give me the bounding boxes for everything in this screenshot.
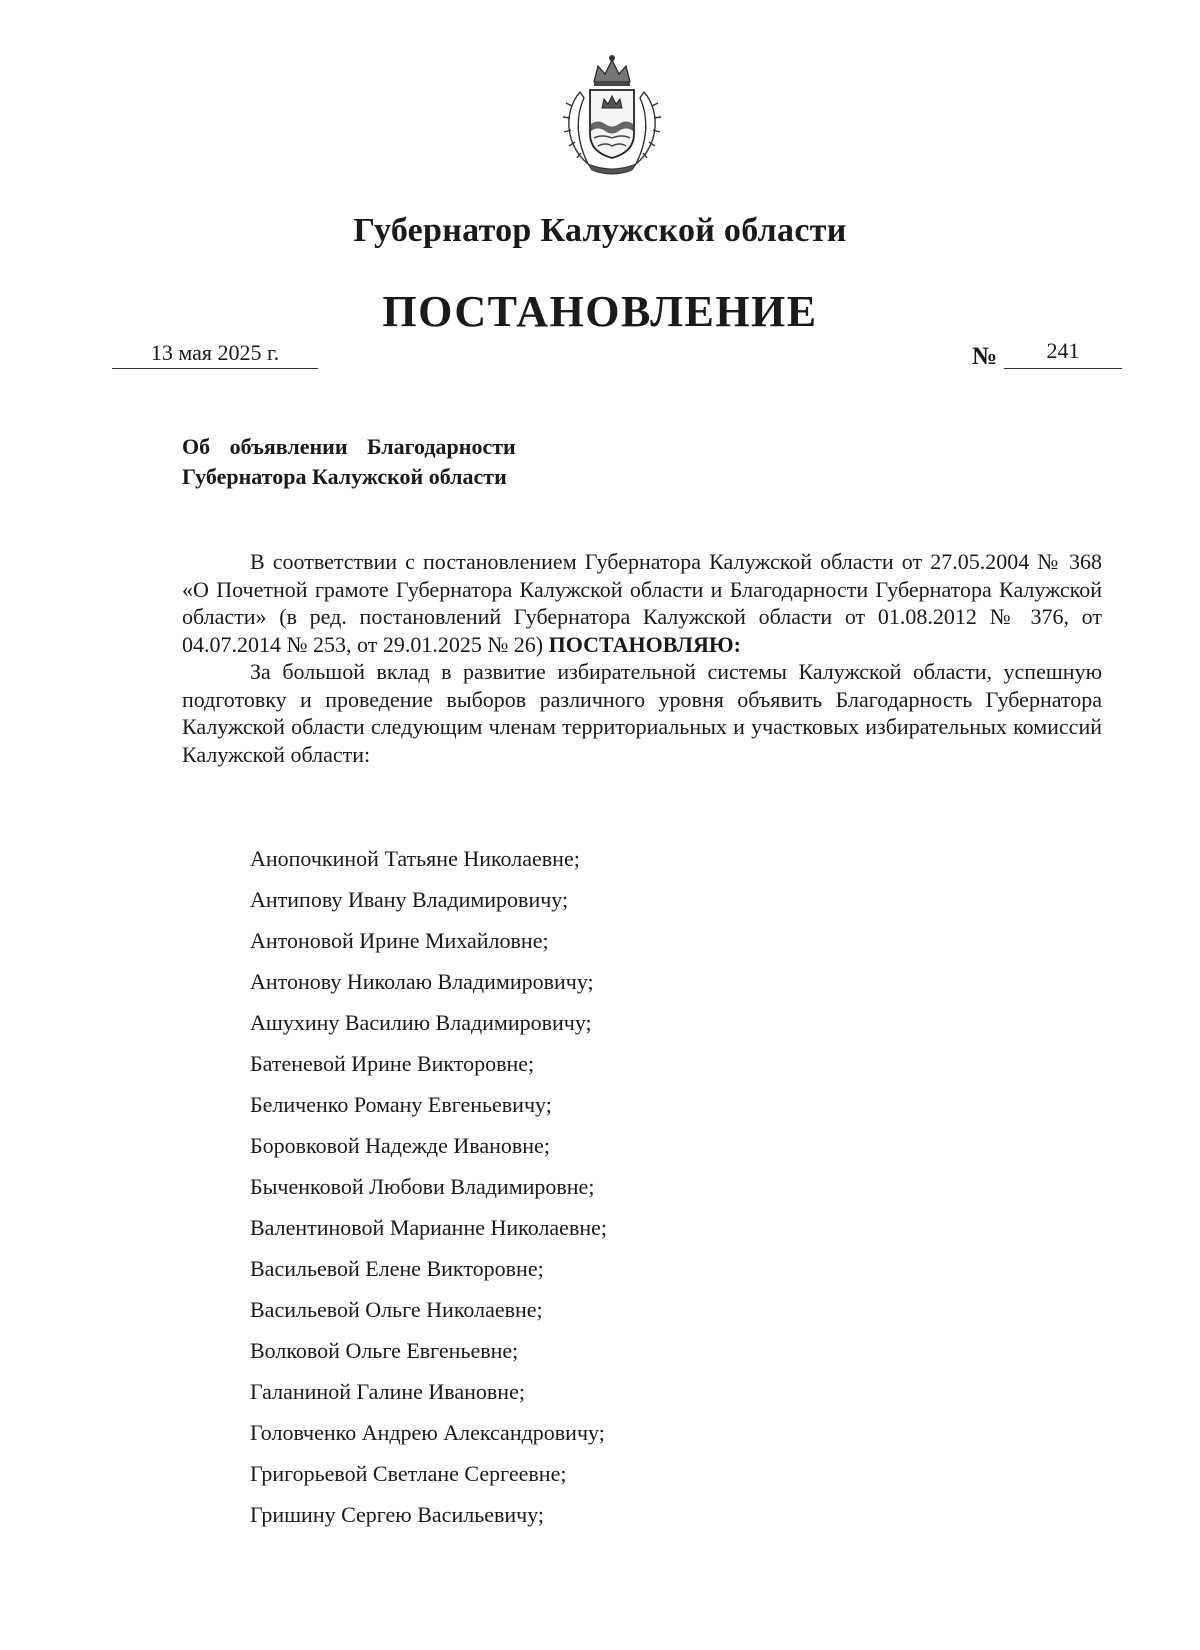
list-item: Гришину Сергею Васильевичу; <box>250 1502 545 1527</box>
subject-line-2: Губернатора Калужской области <box>182 464 507 489</box>
subject-line-1: Об объявлении Благодарности <box>182 434 516 459</box>
list-item: Галаниной Галине Ивановне; <box>250 1379 525 1404</box>
list-item: Васильевой Ольге Николаевне; <box>250 1297 543 1322</box>
list-item: Боровковой Надежде Ивановне; <box>250 1133 550 1158</box>
document-number-label: № <box>972 343 998 370</box>
list-item: Антипову Ивану Владимировичу; <box>250 887 569 912</box>
decree-word: ПОСТАНОВЛЯЮ: <box>548 631 741 657</box>
list-item: Ашухину Василию Владимировичу; <box>250 1010 592 1035</box>
list-item: Валентиновой Марианне Николаевне; <box>250 1215 607 1240</box>
body-paragraph-2: За большой вклад в развитие избирательной системы Калужской области, успешную подготовку и проведение выборов различного уровня объявить Благодарность Губернатора Калужской области следующим членам территориальных и участковых избирательных комиссий Калужской области: <box>182 659 1102 767</box>
document-body <box>182 548 1102 768</box>
document-subject <box>182 432 516 492</box>
list-item: Батеневой Ирине Викторовне; <box>250 1051 535 1076</box>
list-item: Васильевой Елене Викторовне; <box>250 1256 544 1281</box>
legal-basis-text: В соответствии с постановлением Губернатора Калужской области от 27.05.2004 № 368 «О Почетной грамоте Губернатора Калужской области и Благодарности Губернатора Калужской области» (в ред. постановлений Губернатора Калужской области от 01.08.2012 № 376, от 04.07.2014 № 253, от 29.01.2025 № 26) <box>182 549 1102 657</box>
document-date: 13 мая 2025 г. <box>112 338 318 369</box>
list-item: Антоновой Ирине Михайловне; <box>250 928 549 953</box>
list-item: Антонову Николаю Владимировичу; <box>250 969 594 994</box>
body-paragraph-1 <box>182 548 1102 658</box>
list-item: Григорьевой Светлане Сергеевне; <box>250 1461 567 1486</box>
list-item: Волковой Ольге Евгеньевне; <box>250 1338 519 1363</box>
list-item: Быченковой Любови Владимировне; <box>250 1174 595 1199</box>
issuing-authority: Губернатор Калужской области <box>353 212 847 249</box>
list-item: Головченко Андрею Александровичу; <box>250 1420 605 1445</box>
list-item: Анопочкиной Татьяне Николаевне; <box>250 846 580 871</box>
awardee-list <box>250 838 607 1535</box>
list-item: Беличенко Роману Евгеньевичу; <box>250 1092 552 1117</box>
coat-of-arms-icon <box>558 52 666 176</box>
document-number: 241 <box>1004 334 1122 369</box>
document-type-title: ПОСТАНОВЛЕНИЕ <box>382 287 818 336</box>
